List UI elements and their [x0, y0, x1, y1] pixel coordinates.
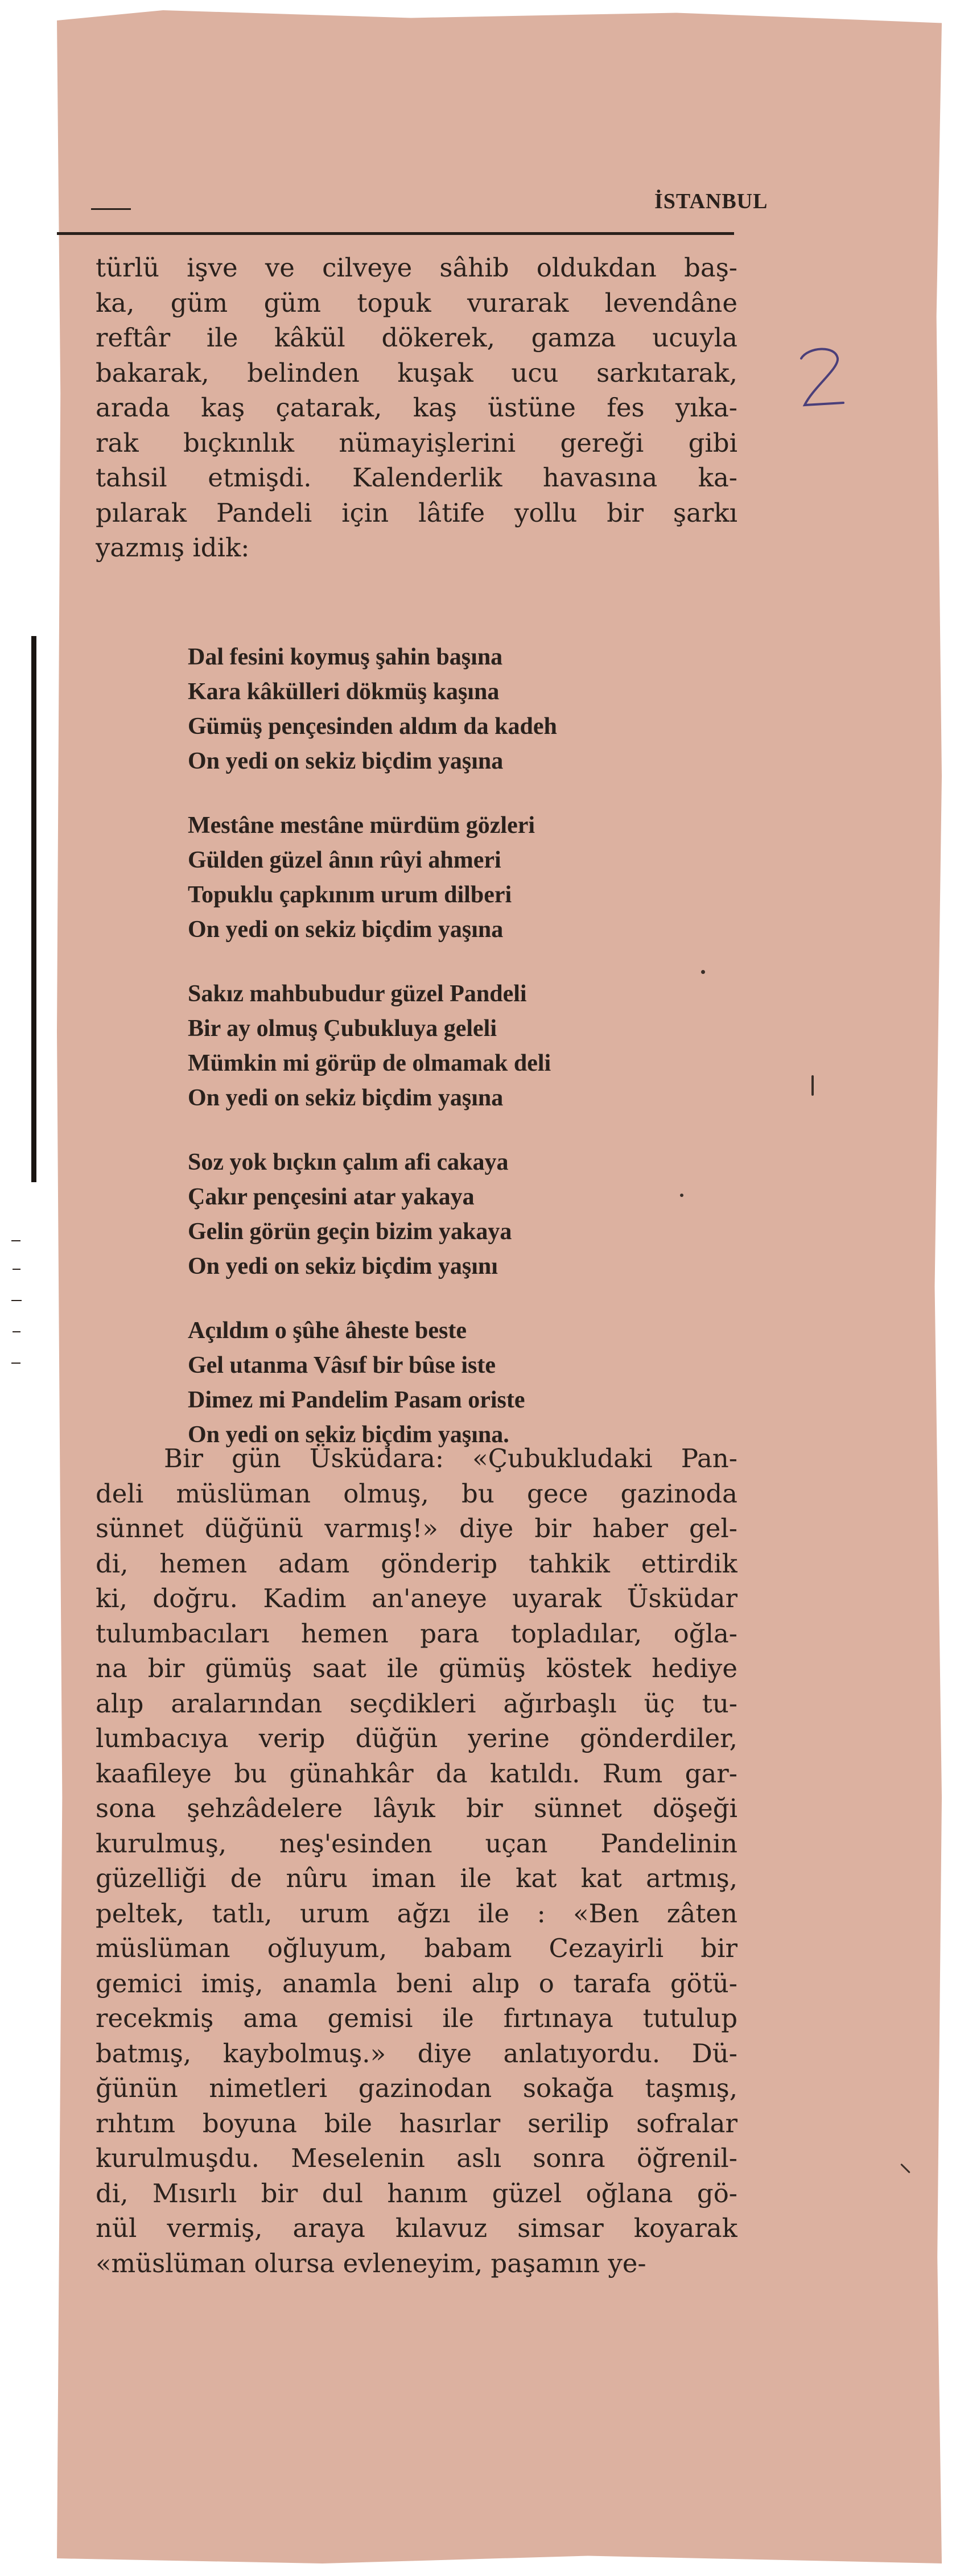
text-line: bakarak, belinden kuşak ucu sarkıtarak,	[96, 357, 737, 388]
poem-verse: Gümüş pençesinden aldım da kadeh	[188, 713, 557, 740]
header-dash	[91, 208, 131, 210]
header-rule	[57, 232, 734, 235]
margin-tick	[13, 1269, 20, 1270]
poem-verse: Topuklu çapkınım urum dilberi	[188, 882, 512, 908]
poem-verse: Gelin görün geçin bizim yakaya	[188, 1219, 512, 1245]
poem-verse: Çakır pençesini atar yakaya	[188, 1184, 475, 1210]
poem-verse: On yedi on sekiz biçdim yaşına.	[188, 1422, 509, 1448]
text-line: recekmiş ama gemisi ile fırtınaya tutulup	[96, 2003, 737, 2033]
poem-verse: Gel utanma Vâsıf bir bûse iste	[188, 1352, 496, 1378]
text-line: deli müslüman olmuş, bu gece gazinoda	[96, 1478, 737, 1509]
margin-tick	[11, 1363, 20, 1364]
intro-paragraph	[96, 250, 737, 565]
text-line: kurulmuş, neş'esinden uçan Pandelinin	[96, 1828, 737, 1859]
text-line: sona şehzâdelere lâyık bir sünnet döşeği	[96, 1793, 737, 1823]
poem-verse: On yedi on sekiz biçdim yaşını	[188, 1253, 498, 1279]
poem-verse: Açıldım o şûhe âheste beste	[188, 1318, 467, 1344]
text-line: gemici imiş, anamla beni alıp o tarafa götü-	[96, 1968, 737, 1999]
poem-verse: On yedi on sekiz biçdim yaşına	[188, 748, 504, 774]
poem-verse: Sakız mahbubudur güzel Pandeli	[188, 981, 527, 1007]
text-line: ğünün nimetleri gazinodan sokağa taşmış,	[96, 2073, 737, 2103]
text-line: batmış, kaybolmuş.» diye anlatıyordu. Dü-	[96, 2038, 737, 2069]
margin-tick	[11, 1300, 22, 1301]
poem-verse: Gülden güzel ânın rûyi ahmeri	[188, 847, 501, 873]
ink-speck	[680, 1194, 683, 1197]
poem-verse: Dimez mi Pandelim Pasam oriste	[188, 1387, 525, 1413]
text-line: na bir gümüş saat ile gümüş köstek hediye	[96, 1653, 737, 1683]
text-line: arada kaş çatarak, kaş üstüne fes yıka-	[96, 393, 737, 423]
poem-verse: On yedi on sekiz biçdim yaşına	[188, 1085, 504, 1111]
text-line: alıp aralarından seçdikleri ağırbaşlı üç tu-	[96, 1688, 737, 1719]
poem-verse: Bir ay olmuş Çubukluya geleli	[188, 1015, 497, 1042]
text-line: güzelliği de nûru iman ile kat kat artmış,	[96, 1863, 737, 1893]
margin-tick	[13, 1331, 20, 1332]
text-line: sünnet düğünü varmış!» diye bir haber gel-	[96, 1513, 737, 1543]
text-line: rak bıçkınlık nümayişlerini gereği gibi	[96, 427, 737, 458]
ink-speck	[701, 970, 705, 974]
poem-verse: Kara kâkülleri dökmüş kaşına	[188, 679, 500, 705]
margin-tick	[11, 1240, 20, 1241]
poem-stanza	[188, 640, 723, 779]
ink-speck	[811, 1075, 814, 1096]
poem-stanza	[188, 808, 723, 947]
text-line: peltek, tatlı, urum ağzı ile : «Ben zâten	[96, 1898, 737, 1929]
text-line: rıhtım boyuna bile hasırlar serilip sofralar	[96, 2108, 737, 2139]
margin-bracket	[31, 636, 36, 1182]
text-line: tulumbacıları hemen para topladılar, oğla-	[96, 1618, 737, 1649]
text-line: nül vermiş, araya kılavuz simsar koyarak	[96, 2213, 737, 2243]
text-line: reftâr ile kâkül dökerek, gamza ucuyla	[96, 323, 737, 353]
poem-verse: Mümkin mi görüp de olmamak deli	[188, 1050, 551, 1076]
text-line: ka, güm güm topuk vurarak levendâne	[96, 287, 737, 318]
text-line: lumbacıya verip düğün yerine gönderdiler,	[96, 1723, 737, 1753]
poem-verse: Mestâne mestâne mürdüm gözleri	[188, 812, 535, 839]
text-line: «müslüman olursa evleneyim, paşamın ye-	[96, 2248, 646, 2278]
text-line: müslüman oğluyum, babam Cezayirli bir	[96, 1933, 737, 1963]
poem-verse: Dal fesini koymuş şahin başına	[188, 644, 503, 670]
section-masthead: İSTANBUL	[654, 189, 768, 213]
text-line: di, Mısırlı bir dul hanım güzel oğlana gö-	[96, 2178, 737, 2208]
text-line: tahsil etmişdi. Kalenderlik havasına ka-	[96, 463, 737, 493]
poem	[188, 640, 723, 1482]
handwritten-note-2	[791, 341, 854, 415]
poem-stanza	[188, 1314, 723, 1452]
text-line: kurulmuşdu. Meselenin aslı sonra öğrenil-	[96, 2143, 737, 2173]
poem-verse: On yedi on sekiz biçdim yaşına	[188, 917, 504, 943]
body-paragraph	[96, 1441, 737, 2281]
poem-verse: Soz yok bıçkın çalım afi cakaya	[188, 1149, 509, 1175]
text-line: ki, doğru. Kadim an'aneye uyarak Üsküdar	[96, 1583, 737, 1613]
text-line: pılarak Pandeli için lâtife yollu bir şarkı	[96, 497, 737, 528]
text-line: Bir gün Üsküdara: «Çubukludaki Pan-	[164, 1443, 737, 1473]
text-line: türlü işve ve cilveye sâhib oldukdan baş-	[96, 253, 737, 283]
text-line: di, hemen adam gönderip tahkik ettirdik	[96, 1548, 737, 1579]
text-line: yazmış idik:	[96, 532, 250, 563]
poem-stanza	[188, 1145, 723, 1284]
text-line: kaafileye bu günahkâr da katıldı. Rum gar-	[96, 1758, 737, 1789]
poem-stanza	[188, 977, 723, 1116]
